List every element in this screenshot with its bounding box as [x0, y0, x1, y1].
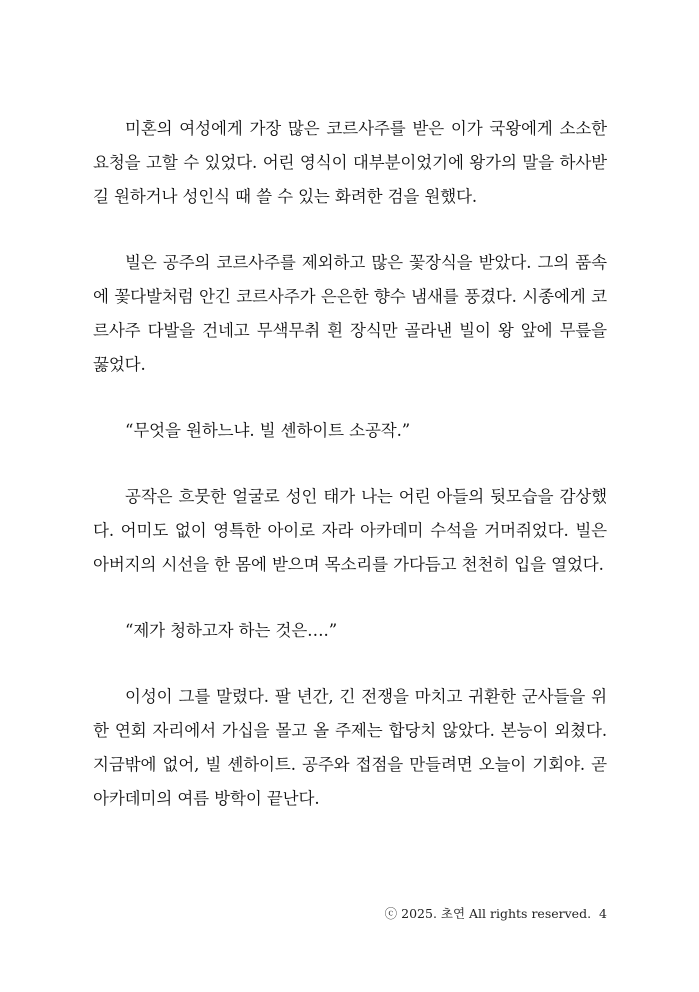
paragraph: 미혼의 여성에게 가장 많은 코르사주를 받은 이가 국왕에게 소소한 요청을 고할 수 있었다. 어린 영식이 대부분이었기에 왕가의 말을 하사받길 원하거나 성인식 때 쓸 수 있는 화려한 검을 원했다. — [93, 119, 607, 206]
page-number: 4 — [599, 906, 607, 921]
paragraph-gap — [93, 582, 607, 614]
dialogue-line: “제가 청하고자 하는 것은….” — [125, 621, 338, 640]
paragraph-gap — [93, 214, 607, 246]
page-footer — [385, 904, 607, 922]
paragraph-gap — [93, 448, 607, 480]
paragraph: 공작은 흐뭇한 얼굴로 성인 태가 나는 어린 아들의 뒷모습을 감상했다. 어미도 없이 영특한 아이로 자라 아카데미 수석을 거머쥐었다. 빌은 아버지의 시선을 한 몸에 받으며 목소리를 가다듬고 천천히 입을 열었다. — [93, 487, 607, 574]
paragraph: 이성이 그를 말렸다. 팔 년간, 긴 전쟁을 마치고 귀환한 군사들을 위한 연회 자리에서 가십을 몰고 올 주제는 합당치 않았다. 본능이 외쳤다. 지금밖에 없어, 빌 셴하이트. 공주와 접점을 만들려면 오늘이 기회야. 곧 아카데미의 여름 방학이 끝난다. — [93, 687, 607, 808]
dialogue-line: “무엇을 원하느냐. 빌 셴하이트 소공작.” — [125, 421, 411, 440]
paragraph: 빌은 공주의 코르사주를 제외하고 많은 꽃장식을 받았다. 그의 품속에 꽃다발처럼 안긴 코르사주가 은은한 향수 냄새를 풍겼다. 시종에게 코르사주 다발을 건네고 무색무취 흰 장식만 골라낸 빌이 왕 앞에 무릎을 꿇었다. — [93, 253, 607, 374]
body-text — [93, 112, 607, 816]
paragraph-gap — [93, 382, 607, 414]
copyright-notice: ⓒ 2025. 초연 All rights reserved. — [384, 906, 592, 921]
paragraph-gap — [93, 648, 607, 680]
